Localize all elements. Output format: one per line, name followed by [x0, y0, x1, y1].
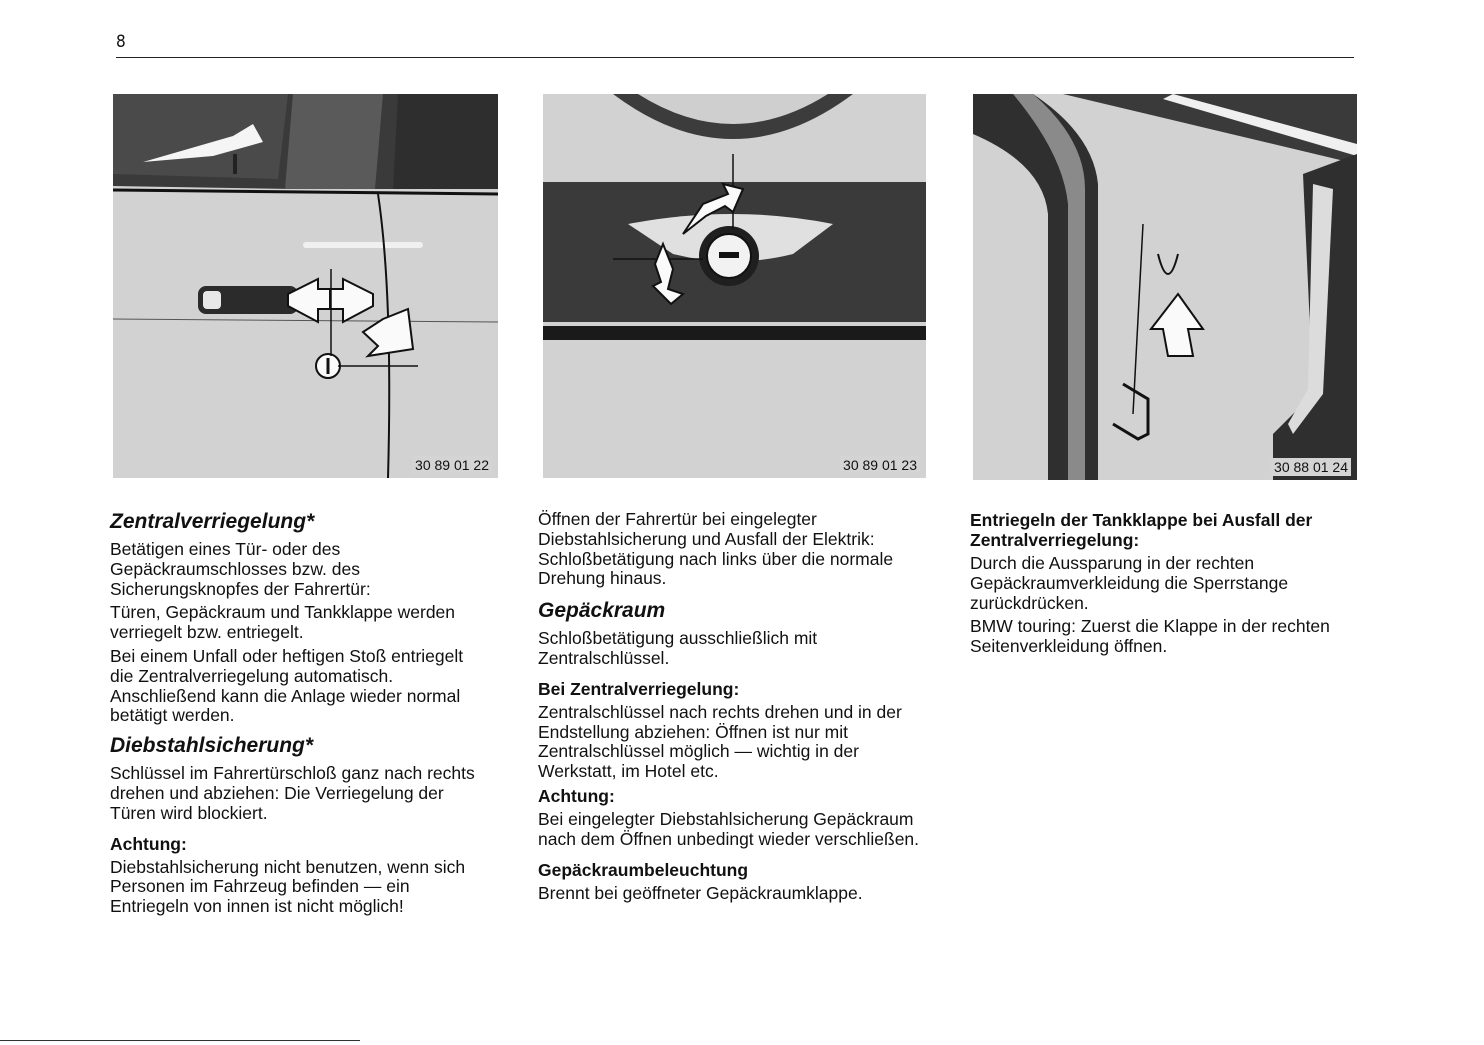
paragraph: Bei einem Unfall oder heftigen Stoß entriegelt die Zentralverriegelung automatisch. Anschließend kann die Anlage wieder normal betätigt werden.: [110, 645, 464, 726]
page-number: 8: [116, 32, 126, 52]
heading-central-locking: Zentralverriegelung*: [110, 510, 315, 533]
paragraph: Betätigen eines Tür- oder des Gepäckraumschlosses bzw. des Sicherungsknopfes der Fahrertür:: [110, 539, 371, 599]
paragraph: Öffnen der Fahrertür bei eingelegter Diebstahlsicherung und Ausfall der Elektrik: Schloßbetätigung nach links über die normale Drehung hinaus.: [538, 509, 894, 589]
subheading-trunk-light: Gepäckraumbeleuchtung: [538, 859, 749, 880]
door-lock-illustration: [113, 94, 498, 478]
paragraph: Türen, Gepäckraum und Tankklappe werden verriegelt bzw. entriegelt.: [110, 602, 456, 643]
header-rule: [116, 57, 1354, 58]
figure-code: 30 89 01 22: [412, 456, 492, 474]
note-label: Achtung:: [538, 785, 615, 806]
paragraph: Zentralschlüssel nach rechts drehen und in der Endstellung abziehen: Öffnen ist nur mit Zentralschlüssel möglich — wichtig in der Werkstatt, im Hotel etc.: [538, 701, 902, 782]
trunk-lock-illustration: [543, 94, 926, 478]
heading-anti-theft: Diebstahlsicherung*: [110, 734, 314, 758]
fuel-flap-release-illustration: [973, 94, 1357, 480]
footer-rule: [0, 1040, 360, 1041]
figure-code: 30 88 01 24: [1271, 458, 1351, 476]
note-label: Achtung:: [110, 833, 187, 854]
column-trunk: [538, 510, 920, 907]
column-fuel-flap: [970, 510, 1355, 661]
heading-trunk: Gepäckraum: [538, 599, 666, 623]
paragraph: Durch die Aussparung in der rechten Gepäckraumverkleidung die Sperrstange zurückdrücken.: [970, 553, 1289, 613]
subheading-central-locking: Bei Zentralverriegelung:: [538, 678, 740, 699]
paragraph: Brennt bei geöffneter Gepäckraumklappe.: [538, 882, 863, 903]
subheading-fuel-flap: Entriegeln der Tankklappe bei Ausfall der Zentralverriegelung:: [970, 510, 1313, 550]
paragraph: Diebstahlsicherung nicht benutzen, wenn sich Personen im Fahrzeug befinden — ein Entriegeln von innen ist nicht möglich!: [110, 856, 466, 917]
paragraph: Schlüssel im Fahrertürschloß ganz nach rechts drehen und abziehen: Die Verriegelung der Türen wird blockiert.: [110, 763, 475, 823]
column-central-locking: [110, 510, 490, 921]
paragraph: BMW touring: Zuerst die Klappe in der rechten Seitenverkleidung öffnen.: [970, 616, 1330, 657]
figure-code: 30 89 01 23: [840, 456, 920, 474]
paragraph: Schloßbetätigung ausschließlich mit Zentralschlüssel.: [538, 628, 818, 668]
paragraph: Bei eingelegter Diebstahlsicherung Gepäckraum nach dem Öffnen unbedingt wieder verschließen.: [538, 808, 920, 849]
